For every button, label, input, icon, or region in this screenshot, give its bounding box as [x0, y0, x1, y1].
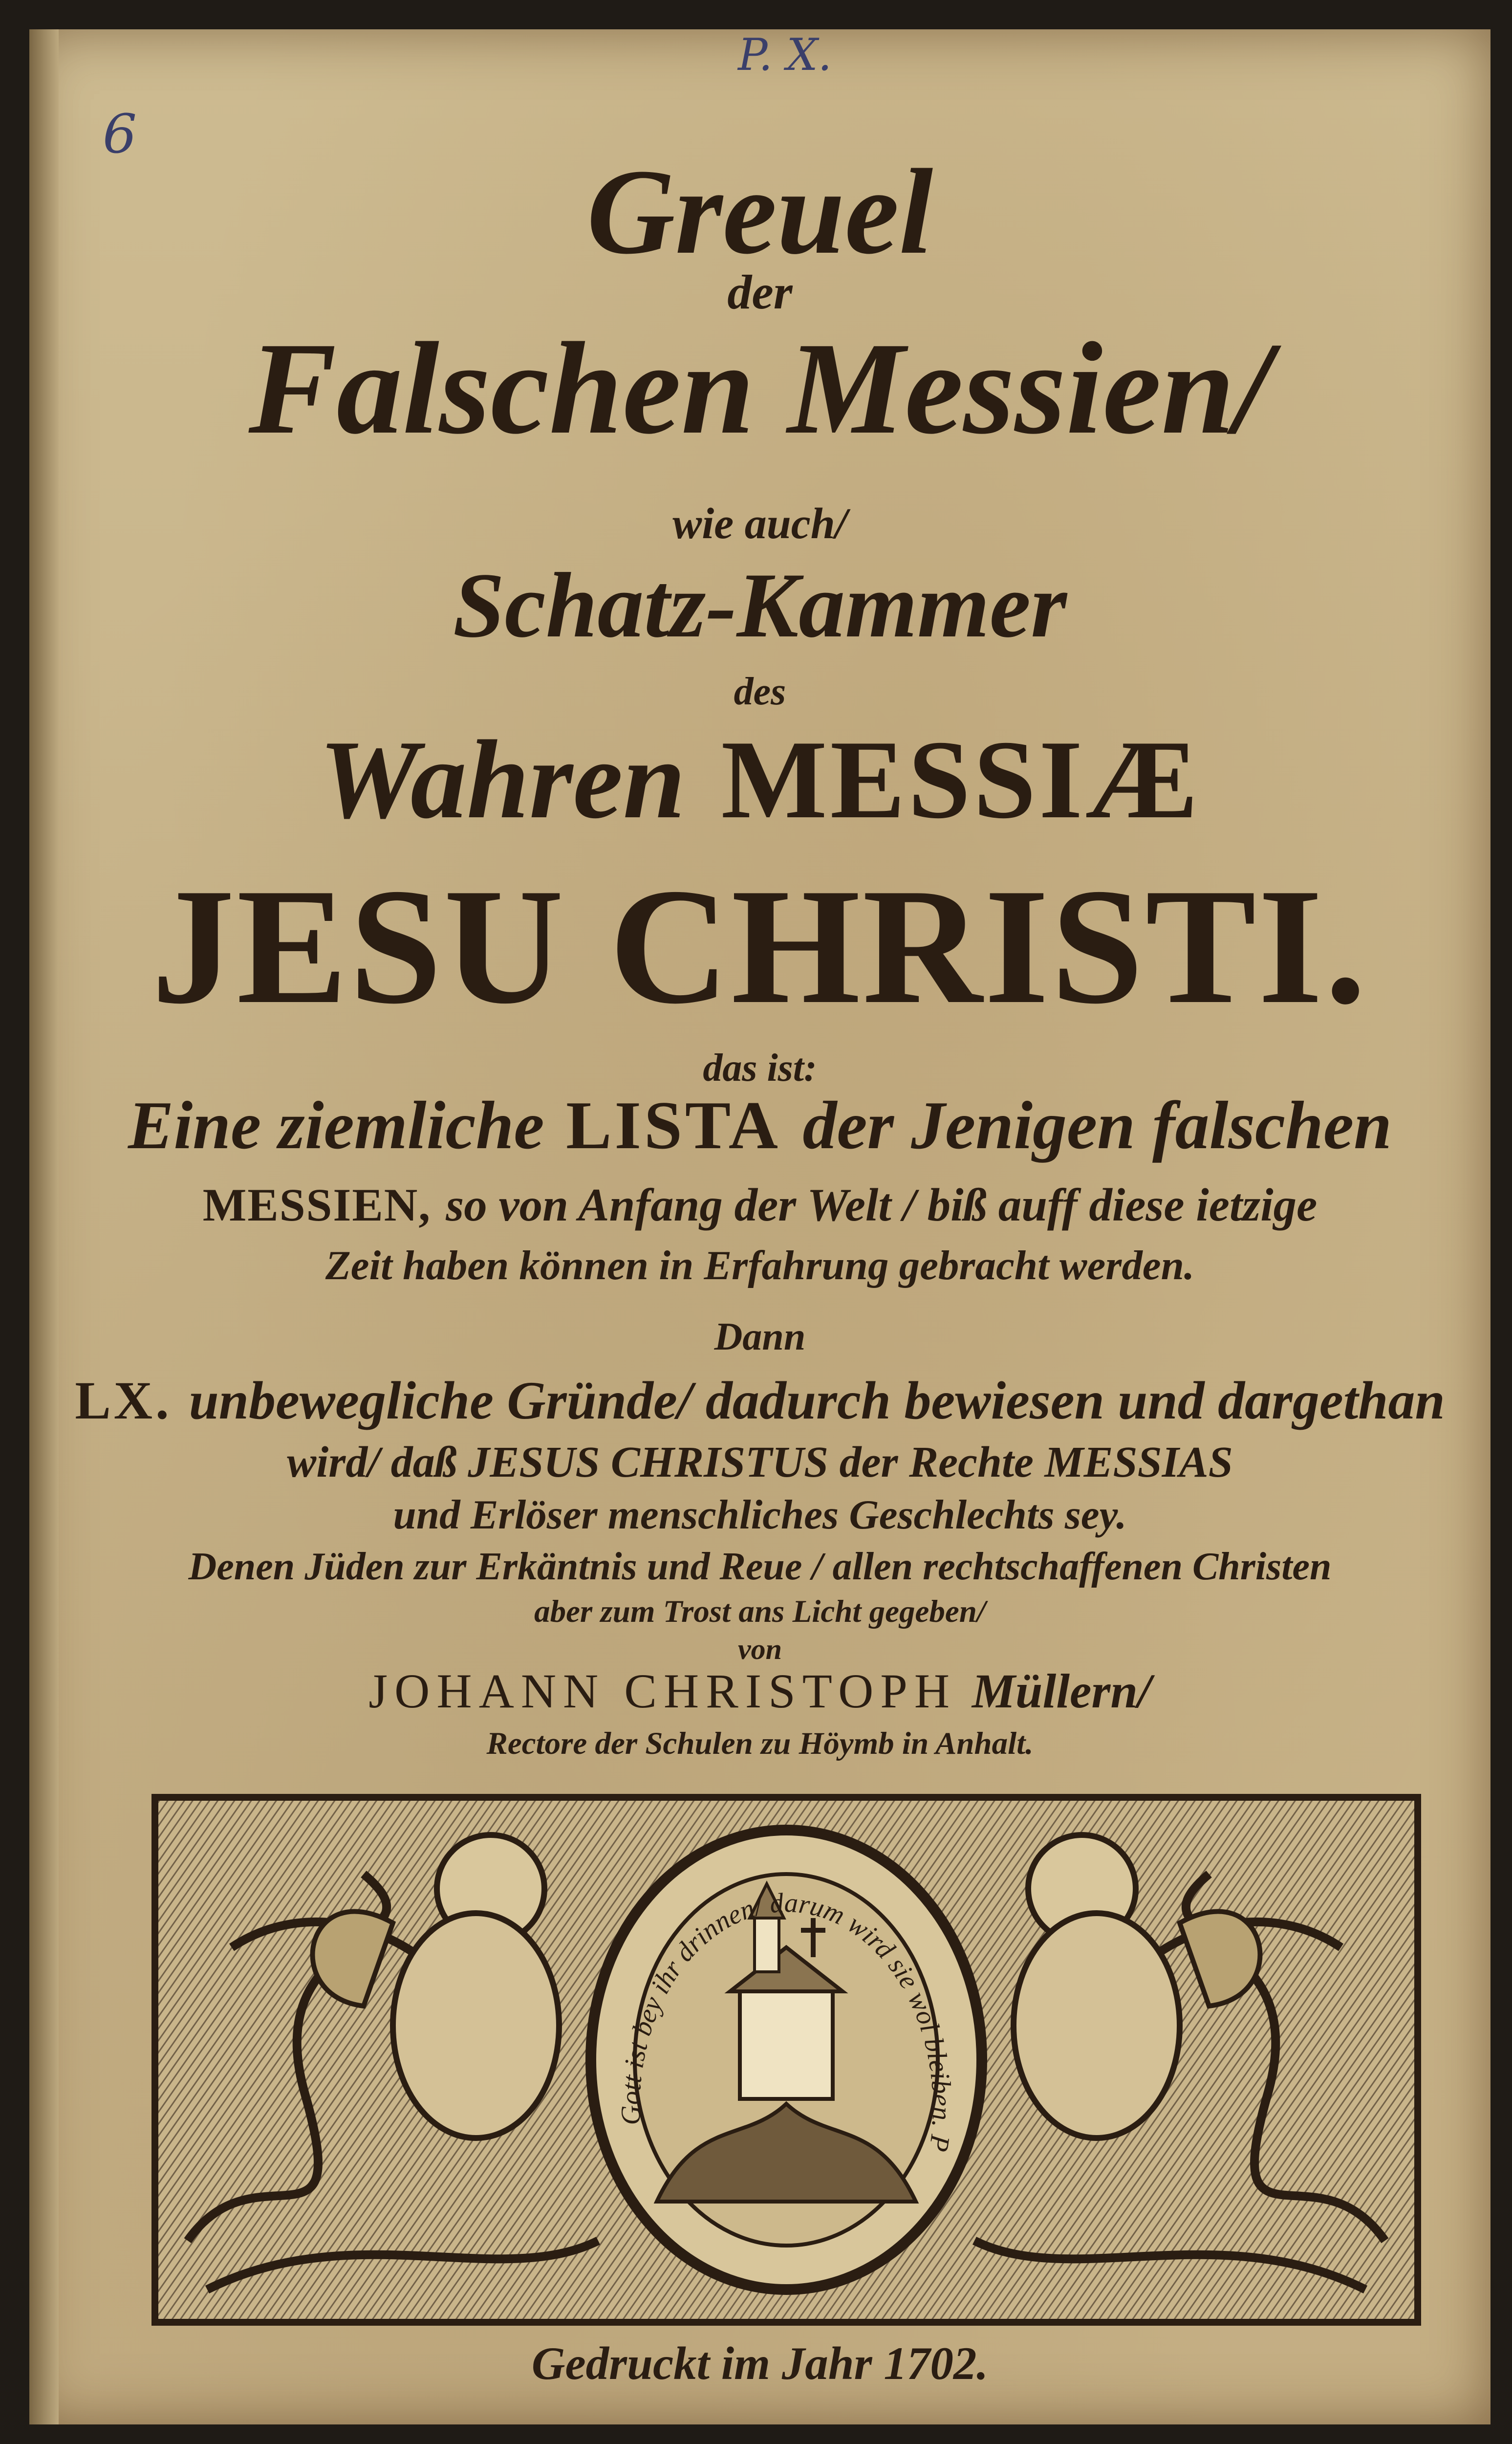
second-part-gruende: unbewegliche Gründe/ dadurch bewiesen und dargethan — [189, 1371, 1445, 1430]
description-line-3: Zeit haben können in Erfahrung gebracht werden. — [325, 1243, 1195, 1288]
title-line-falschen-messien: Falschen Messien/ — [248, 315, 1272, 461]
title-wahren: Wahren — [319, 717, 686, 842]
title-line-schatz-kammer: Schatz-Kammer — [453, 554, 1067, 657]
author-name: JOHANN CHRISTOPH — [368, 1664, 957, 1718]
second-part-line-5: Denen Jüden zur Erkäntnis und Reue / allen rechtschaffenen Christen — [188, 1545, 1332, 1588]
description-messien: MESSIEN, — [202, 1179, 432, 1231]
woodcut-vignette — [151, 1794, 1421, 2326]
page-number-annotation: 6 — [103, 103, 137, 165]
description-line-1 — [29, 1085, 1490, 1165]
title-messiae: MESSIÆ — [721, 717, 1201, 842]
second-part-line-3: wird/ daß JESUS CHRISTUS der Rechte MESSIAS — [287, 1438, 1233, 1486]
second-part-lx: LX. — [75, 1371, 172, 1430]
woodcut-illustration — [158, 1801, 1414, 2319]
description-line-2 — [29, 1178, 1490, 1232]
title-page — [29, 29, 1490, 2424]
author-surname: Müllern/ — [972, 1664, 1151, 1718]
author-line — [29, 1662, 1490, 1719]
description-der-jenigen: der Jenigen falschen — [802, 1088, 1392, 1163]
description-eine-ziemliche: Eine ziemliche — [128, 1088, 544, 1163]
title-line-wie-auch: wie auch/ — [672, 500, 847, 548]
imprint: Gedruckt im Jahr 1702. — [531, 2337, 989, 2389]
second-part-line-2 — [29, 1369, 1490, 1432]
title-line-jesu-christi: JESU CHRISTI. — [151, 854, 1368, 1038]
title-line-wahren-messiae — [29, 714, 1490, 844]
second-part-line-4: und Erlöser menschliches Geschlechts sey. — [393, 1492, 1127, 1538]
title-line-das-ist: das ist: — [703, 1047, 817, 1090]
second-part-von: von — [738, 1633, 782, 1665]
medallion-motto: Gott ist bey ihr drinnen/ darum wird sie wol bleiben. P — [615, 1887, 957, 2154]
description-lista: LISTA — [566, 1088, 781, 1163]
church-building — [740, 1986, 833, 2099]
title-line-greuel: Greuel — [586, 144, 933, 280]
shelfmark-annotation: P. X. — [738, 29, 832, 81]
title-line-der: der — [727, 265, 793, 319]
author-position: Rectore der Schulen zu Höymb in Anhalt. — [486, 1726, 1034, 1761]
second-part-line-6: aber zum Trost ans Licht gegeben/ — [534, 1594, 986, 1629]
description-so-von-anfang: so von Anfang der Welt / biß auff diese ietzige — [446, 1179, 1318, 1231]
title-line-des: des — [734, 670, 786, 713]
second-part-dann: Dann — [714, 1315, 806, 1358]
